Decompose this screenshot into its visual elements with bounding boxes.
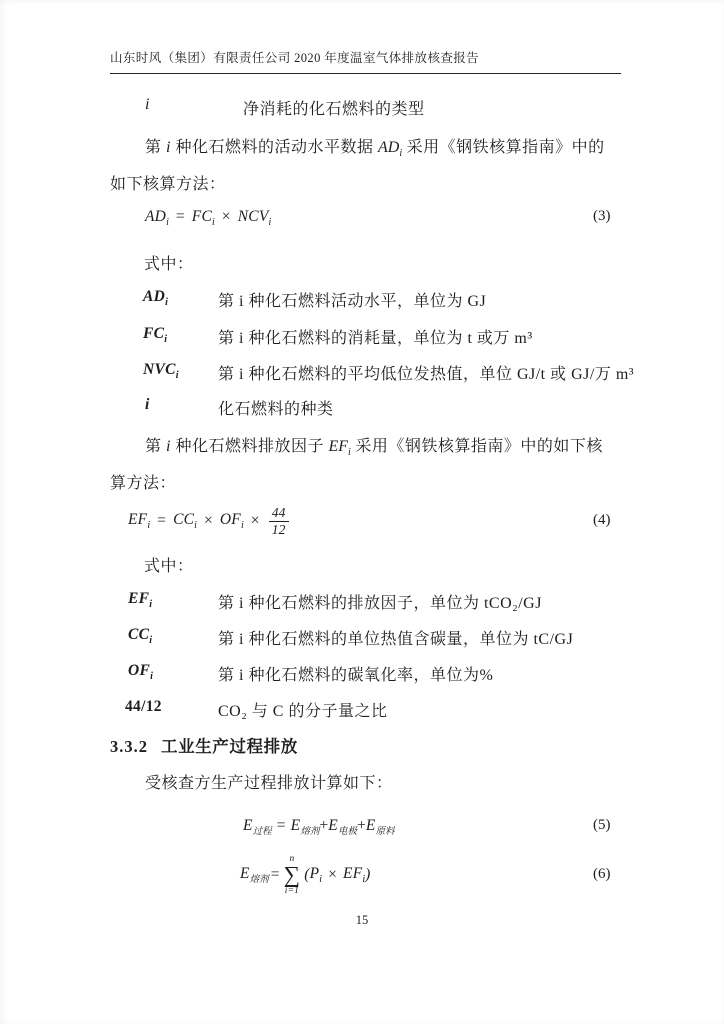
def1-term-nvc: $NVC_i$ [143,361,179,382]
f5-equals: = [276,817,286,834]
formula-5 [243,817,395,837]
para-ad-line1 [145,134,605,159]
def1-term-fc: $FC_i$ [143,325,168,346]
f5-term1: $E_{熔剂}$ [290,817,320,838]
formula-6-label: (6) [593,866,611,882]
formula-5-label: (5) [593,817,611,833]
f4-term2: $OF_i$ [219,510,244,532]
f6-lhs: $E_{熔剂}$ [240,864,269,886]
para-ad-var-ad: $AD_i$ [377,139,403,160]
def2-term-4412: 44/12 [125,698,162,715]
def2-term-ef: $EF_i$ [128,590,153,611]
def1-text-nvc: 第 i 种化石燃料的平均低位发热值，单位 GJ/t 或 GJ/万 m³ [218,366,635,383]
f4-times1: × [203,512,213,529]
intro-term-symbol: i [145,96,150,113]
def2-term-cc: $CC_i$ [128,626,153,647]
para-ef-var-ef: $EF_i$ [328,438,351,459]
f6-times: × [328,866,338,883]
f5-term3: $E_{原料}$ [365,817,395,838]
def1-text-ad: 第 i 种化石燃料活动水平，单位为 GJ [218,293,487,310]
section-heading [110,733,298,757]
para-ef-seg3: 采用《钢铁核算指南》中的如下核 [350,438,603,455]
intro-term-definition: 净消耗的化石燃料的类型 [243,101,425,118]
def1-term-i: i [145,396,150,413]
f3-term2: $NCV_i$ [237,208,272,229]
f5-plus1: + [319,817,329,834]
f3-equals: = [175,208,185,225]
para-process: 受核查方生产过程排放计算如下： [145,775,393,792]
para-ef-var-i: i [166,438,171,455]
def1-term-ad: $AD_i$ [143,288,169,309]
f4-equals: = [157,512,167,529]
f5-plus2: + [356,817,366,834]
f6-equals: = [270,866,280,883]
formula-3 [145,208,271,228]
where-clause-2: 式中： [144,558,194,575]
f6-p-term: $P_i$ [309,864,323,886]
def1-text-fc: 第 i 种化石燃料的消耗量，单位为 t 或万 m³ [218,330,533,347]
def2-text-of: 第 i 种化石燃料的碳氧化率，单位为% [218,667,494,684]
f4-term1: $CC_i$ [173,510,197,532]
formula-3-label: (3) [593,208,611,224]
para-ef-line2: 算方法： [110,475,177,492]
para-ad-var-i: i [166,139,171,156]
f6-summation: n ∑ i=1 [283,853,301,896]
f4-fraction: $\frac{44}{12}$ [269,505,289,537]
para-ad-seg2: 种化石燃料的活动水平数据 [170,139,378,156]
page-header [110,48,621,74]
def1-text-i: 化石燃料的种类 [218,401,334,418]
f4-lhs: $EF_i$ [128,510,151,532]
formula-6 [240,852,371,898]
f6-close-paren: ) [365,866,371,883]
header-title: 山东时风（集团）有限责任公司 2020 年度温室气体排放核查报告 [110,51,480,65]
formula-4 [128,500,289,542]
section-number: 3.3.2 [110,737,148,756]
f4-times2: × [250,512,260,529]
f5-term2: $E_{电极}$ [328,817,357,838]
para-ef-seg2: 种化石燃料排放因子 [170,438,329,455]
def2-text-cc: 第 i 种化石燃料的单位热值含碳量，单位为 tC/GJ [218,631,574,648]
section-title: 工业生产过程排放 [161,737,298,756]
where-clause-1: 式中： [144,256,194,273]
f3-times: × [221,208,231,225]
para-ad-seg3: 采用《钢铁核算指南》中的 [402,139,605,156]
page-number: 15 [355,913,369,927]
f6-ef-term: $EF_i$ [343,864,366,886]
f6-open-paren: ( [304,866,310,883]
para-ad-line2: 如下核算方法： [110,176,226,193]
def2-text-4412: CO₂ 与 C 的分子量之比 [218,703,388,720]
formula-4-label: (4) [593,512,611,528]
def2-text-ef: 第 i 种化石燃料的排放因子，单位为 tCO₂/GJ [218,595,542,612]
f3-term1: $FC_i$ [191,208,215,229]
f3-lhs: $AD_i$ [145,208,169,229]
para-ef-line1 [145,433,603,458]
para-ad-seg1: 第 [145,139,167,156]
f5-lhs: $E_{过程}$ [243,817,272,838]
para-ef-seg1: 第 [145,438,167,455]
def2-term-of: $OF_i$ [128,662,154,683]
